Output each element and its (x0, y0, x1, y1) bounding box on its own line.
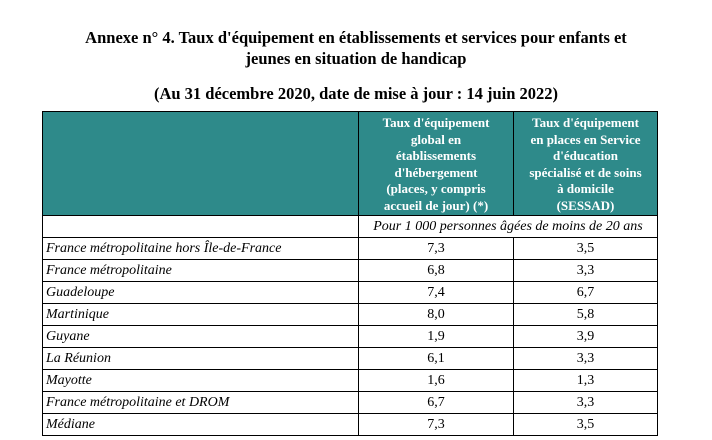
row-label: Mayotte (43, 370, 359, 392)
row-sessad-rate: 3,5 (514, 414, 658, 436)
unit-empty-cell (43, 216, 359, 238)
row-label: Guyane (43, 326, 359, 348)
table-row (43, 260, 658, 282)
row-label: La Réunion (43, 348, 359, 370)
header-col1-line: d'hébergement (394, 164, 478, 180)
row-global-rate: 6,1 (359, 348, 514, 370)
row-global-rate: 7,3 (359, 414, 514, 436)
row-label: Guadeloupe (43, 282, 359, 304)
row-global-rate: 7,4 (359, 282, 514, 304)
table-row (43, 304, 658, 326)
row-global-rate: 1,6 (359, 370, 514, 392)
page-subtitle: (Au 31 décembre 2020, date de mise à jour : 14 juin 2022) (153, 84, 559, 103)
row-global-rate: 7,3 (359, 238, 514, 260)
table-row (43, 238, 658, 260)
row-sessad-rate: 3,5 (514, 238, 658, 260)
header-col-global-rate (359, 112, 514, 216)
row-sessad-rate: 3,3 (514, 348, 658, 370)
header-col1-line: Taux d'équipement (382, 115, 490, 130)
table-row (43, 370, 658, 392)
header-col2-line: à domicile (557, 181, 614, 196)
row-sessad-rate: 1,3 (514, 370, 658, 392)
row-sessad-rate: 3,3 (514, 392, 658, 414)
header-col2-line: en places en Service (530, 131, 641, 147)
header-col2-line: spécialisé et de soins (529, 164, 642, 180)
row-label: Médiane (43, 414, 359, 436)
row-sessad-rate: 3,3 (514, 260, 658, 282)
title-line-2: jeunes en situation de handicap (245, 49, 467, 68)
header-col2-line: Taux d'équipement (532, 115, 639, 130)
unit-label: Pour 1 000 personnes âgées de moins de 20 ans (359, 216, 658, 238)
table-row (43, 414, 658, 436)
equipment-rate-table (42, 111, 658, 436)
header-empty-cell (43, 112, 359, 216)
title-line-1: Annexe n° 4. Taux d'équipement en établissements et services pour enfants et (85, 28, 627, 47)
header-col1-line: établissements (395, 148, 477, 163)
row-label: Martinique (43, 304, 359, 326)
row-global-rate: 8,0 (359, 304, 514, 326)
header-col-sessad-rate (514, 112, 658, 216)
table-row (43, 348, 658, 370)
header-col2-line: (SESSAD) (556, 197, 615, 213)
table-row (43, 326, 658, 348)
table-body (43, 238, 658, 436)
row-sessad-rate: 3,9 (514, 326, 658, 348)
page-title (0, 27, 712, 69)
header-col1-line: global en (410, 131, 462, 147)
row-label: France métropolitaine (43, 260, 359, 282)
table-row (43, 392, 658, 414)
row-sessad-rate: 6,7 (514, 282, 658, 304)
row-global-rate: 6,7 (359, 392, 514, 414)
row-label: France métropolitaine hors Île-de-France (43, 238, 359, 260)
header-col1-line: accueil de jour) (*) (383, 197, 489, 213)
row-sessad-rate: 5,8 (514, 304, 658, 326)
table-header-row (43, 112, 658, 216)
row-label: France métropolitaine et DROM (43, 392, 359, 414)
header-col1-line: (places, y compris (386, 181, 486, 196)
table-row (43, 282, 658, 304)
header-col2-line: d'éducation (552, 148, 618, 163)
row-global-rate: 6,8 (359, 260, 514, 282)
row-global-rate: 1,9 (359, 326, 514, 348)
unit-row (43, 216, 658, 238)
